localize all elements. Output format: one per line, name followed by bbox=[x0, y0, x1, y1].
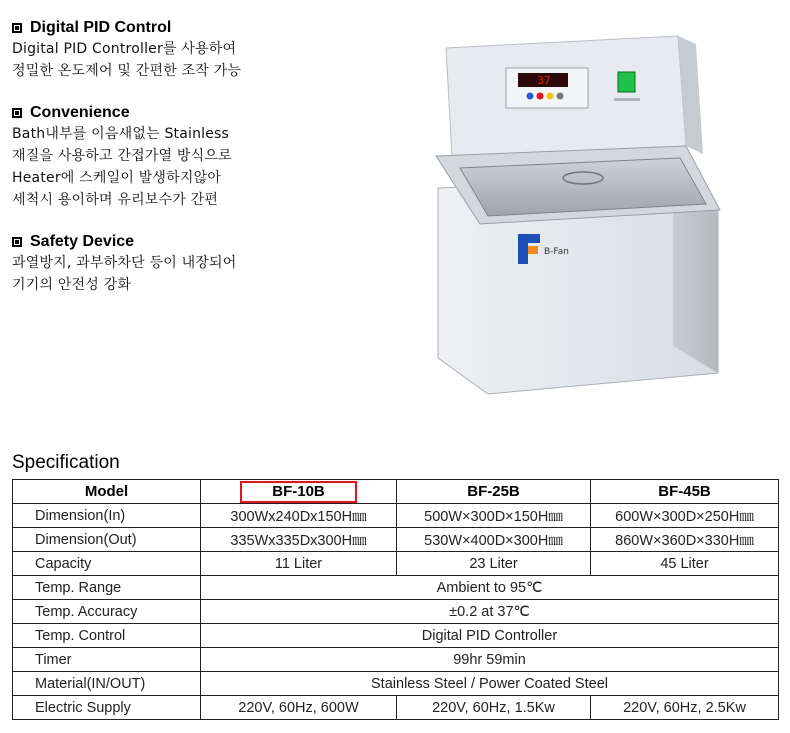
highlighted-model: BF-10B bbox=[240, 481, 357, 503]
feature-text: 세척시 용이하며 유리보수가 간편 bbox=[12, 192, 219, 208]
square-bullet-icon bbox=[12, 23, 22, 33]
table-cell-merged: Digital PID Controller bbox=[201, 624, 779, 648]
feature-title: Convenience bbox=[30, 104, 130, 121]
table-cell: 11 Liter bbox=[201, 552, 397, 576]
table-row bbox=[13, 648, 779, 672]
square-bullet-icon bbox=[12, 237, 22, 247]
column-header-model: Model bbox=[13, 480, 201, 504]
feature-text: Bath내부를 이음새없는 Stainless bbox=[12, 126, 230, 142]
spec-heading: Specification bbox=[12, 452, 120, 473]
feature-digital-pid bbox=[12, 18, 322, 82]
power-switch-icon bbox=[618, 72, 635, 92]
row-label: Temp. Control bbox=[13, 624, 201, 648]
row-label: Dimension(In) bbox=[13, 504, 201, 528]
feature-text: Digital PID Controller를 사용하여 bbox=[12, 41, 237, 57]
feature-convenience bbox=[12, 103, 322, 211]
brand-logo-text: B-Fan bbox=[544, 247, 569, 257]
feature-text: 기기의 안전성 강화 bbox=[12, 277, 132, 293]
table-header-row bbox=[13, 480, 779, 504]
column-header-bf-45b: BF-45B bbox=[591, 480, 779, 504]
table-row bbox=[13, 552, 779, 576]
table-cell: 860W×360D×330H㎜ bbox=[591, 528, 779, 552]
feature-text: 재질을 사용하고 간접가열 방식으로 bbox=[12, 148, 232, 164]
row-label: Material(IN/OUT) bbox=[13, 672, 201, 696]
row-label: Timer bbox=[13, 648, 201, 672]
table-cell: 300Wx240Dx150H㎜ bbox=[201, 504, 397, 528]
table-cell: 500W×300D×150H㎜ bbox=[397, 504, 591, 528]
table-cell-merged: Ambient to 95℃ bbox=[201, 576, 779, 600]
feature-list bbox=[12, 18, 322, 317]
table-cell: 600W×300D×250H㎜ bbox=[591, 504, 779, 528]
table-cell-merged: 99hr 59min bbox=[201, 648, 779, 672]
row-label: Capacity bbox=[13, 552, 201, 576]
table-row bbox=[13, 696, 779, 720]
table-row bbox=[13, 576, 779, 600]
spec-table bbox=[12, 479, 779, 720]
table-cell: 45 Liter bbox=[591, 552, 779, 576]
table-row bbox=[13, 624, 779, 648]
feature-text: 정밀한 온도제어 및 간편한 조작 가능 bbox=[12, 63, 242, 79]
table-cell: 335Wx335Dx300H㎜ bbox=[201, 528, 397, 552]
table-row bbox=[13, 600, 779, 624]
table-cell: 220V, 60Hz, 2.5Kw bbox=[591, 696, 779, 720]
table-cell: 220V, 60Hz, 600W bbox=[201, 696, 397, 720]
square-bullet-icon bbox=[12, 108, 22, 118]
feature-text: 과열방지, 과부하차단 등이 내장되어 bbox=[12, 255, 237, 271]
row-label: Temp. Range bbox=[13, 576, 201, 600]
table-row bbox=[13, 528, 779, 552]
display-readout: 37 bbox=[537, 74, 551, 87]
row-label: Electric Supply bbox=[13, 696, 201, 720]
feature-title: Digital PID Control bbox=[30, 19, 172, 36]
feature-safety bbox=[12, 232, 322, 296]
water-bath-illustration bbox=[418, 28, 748, 408]
table-row bbox=[13, 672, 779, 696]
table-cell: 530W×400D×300H㎜ bbox=[397, 528, 591, 552]
product-image bbox=[418, 28, 748, 408]
feature-title: Safety Device bbox=[30, 233, 135, 250]
table-row bbox=[13, 504, 779, 528]
column-header-bf-10b bbox=[201, 480, 397, 504]
table-cell-merged: Stainless Steel / Power Coated Steel bbox=[201, 672, 779, 696]
column-header-bf-25b: BF-25B bbox=[397, 480, 591, 504]
row-label: Dimension(Out) bbox=[13, 528, 201, 552]
row-label: Temp. Accuracy bbox=[13, 600, 201, 624]
table-cell-merged: ±0.2 at 37℃ bbox=[201, 600, 779, 624]
table-cell: 23 Liter bbox=[397, 552, 591, 576]
feature-text: Heater에 스케일이 발생하지않아 bbox=[12, 170, 222, 186]
table-cell: 220V, 60Hz, 1.5Kw bbox=[397, 696, 591, 720]
